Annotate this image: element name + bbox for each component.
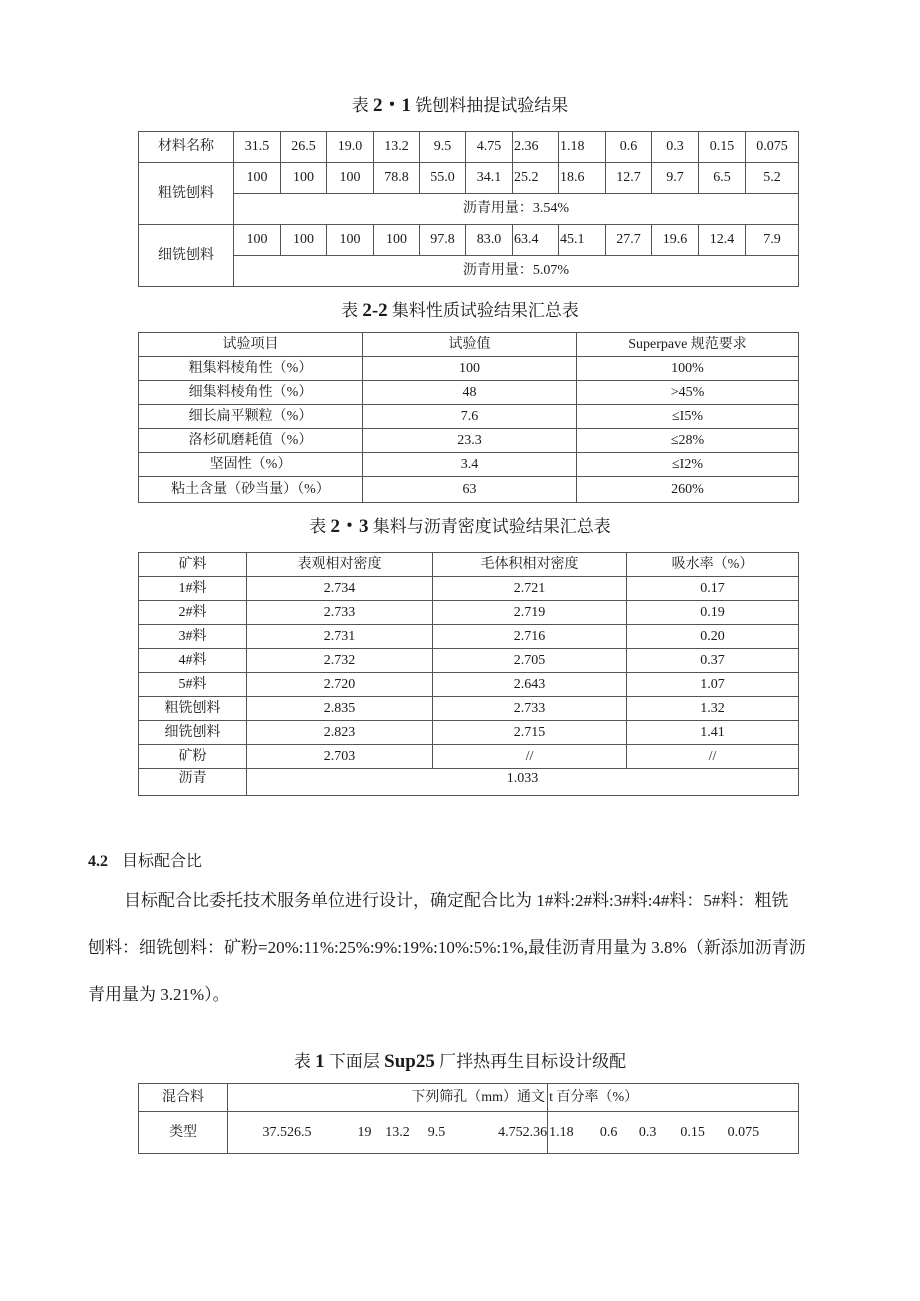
caption-prefix: 表 bbox=[351, 96, 369, 115]
table-2-1-caption bbox=[0, 95, 920, 117]
spec-requirement: >45% bbox=[577, 381, 799, 405]
caption-text: 集料与沥青密度试验结果汇总表 bbox=[372, 517, 611, 536]
sieve-cell: 26.5 bbox=[281, 132, 327, 163]
column-header: 试验项目 bbox=[139, 333, 363, 357]
test-value: 100 bbox=[363, 357, 577, 381]
type-label: 类型 bbox=[139, 1112, 228, 1154]
absorption: 1.32 bbox=[627, 697, 799, 721]
absorption: // bbox=[627, 745, 799, 769]
test-value: 63 bbox=[363, 477, 577, 503]
header-row bbox=[139, 333, 799, 357]
table-2-2-caption bbox=[0, 300, 920, 322]
value-cell: 100 bbox=[234, 225, 281, 256]
asphalt-row bbox=[139, 769, 799, 796]
value-cell: 18.6 bbox=[559, 163, 606, 194]
value-cell: 9.7 bbox=[652, 163, 699, 194]
value-cell: 63.4 bbox=[513, 225, 559, 256]
column-header: Superpave 规范要求 bbox=[577, 333, 799, 357]
sieve-cell: 2.36 bbox=[513, 132, 559, 163]
paragraph-text: 刨料：细铣刨料：矿粉=20%:11%:25%:9%:19%:10%:5%:1%,最佳沥青用量为 3.8%（新添加沥青沥 bbox=[88, 938, 806, 957]
mix-label: 混合料 bbox=[139, 1084, 228, 1112]
absorption: 0.20 bbox=[627, 625, 799, 649]
sieve-size: 0.6 bbox=[590, 1112, 628, 1154]
caption-prefix: 表 bbox=[309, 517, 327, 536]
test-value: 23.3 bbox=[363, 429, 577, 453]
test-value: 3.4 bbox=[363, 453, 577, 477]
sieve-cell: 0.6 bbox=[606, 132, 652, 163]
test-item: 细集料棱角性（%） bbox=[139, 381, 363, 405]
table-row bbox=[139, 429, 799, 453]
sieve-cell: 1.18 bbox=[559, 132, 606, 163]
value-cell: 78.8 bbox=[374, 163, 420, 194]
column-header: 毛体积相对密度 bbox=[433, 553, 627, 577]
caption-number: 1 bbox=[315, 1051, 325, 1072]
paragraph-text: 青用量为 3.21%）。 bbox=[88, 985, 230, 1004]
asphalt-row bbox=[139, 256, 799, 287]
sieve-header-left: 下列筛孔（mm）通文 bbox=[228, 1084, 548, 1112]
value-cell: 25.2 bbox=[513, 163, 559, 194]
column-header: 试验值 bbox=[363, 333, 577, 357]
material-name: 粗铣刨料 bbox=[139, 163, 234, 225]
sieve-cell: 31.5 bbox=[234, 132, 281, 163]
table-row bbox=[139, 405, 799, 429]
bulk-density: 2.733 bbox=[433, 697, 627, 721]
apparent-density: 2.732 bbox=[247, 649, 433, 673]
material-name: 3#料 bbox=[139, 625, 247, 649]
sieve-size: 37.526.5 bbox=[228, 1112, 312, 1154]
table-row bbox=[139, 673, 799, 697]
sieve-size: 1.18 bbox=[548, 1112, 590, 1154]
table-row bbox=[139, 225, 799, 256]
spec-requirement: ≤28% bbox=[577, 429, 799, 453]
sieve-size: 9.5 bbox=[418, 1112, 456, 1154]
value-cell: 12.4 bbox=[699, 225, 746, 256]
value-cell: 97.8 bbox=[420, 225, 466, 256]
sieve-cell: 9.5 bbox=[420, 132, 466, 163]
paragraph-line bbox=[88, 924, 812, 971]
sieve-size: 0.3 bbox=[628, 1112, 668, 1154]
test-item: 粗集料棱角性（%） bbox=[139, 357, 363, 381]
test-item: 粘土含量（砂当量）（%） bbox=[139, 477, 363, 503]
table-row bbox=[139, 163, 799, 194]
material-name: 沥青 bbox=[139, 769, 247, 796]
header-label: 材料名称 bbox=[139, 132, 234, 163]
table-2-3-caption bbox=[0, 516, 920, 538]
table-2-1 bbox=[138, 131, 799, 287]
sieve-size: 0.075 bbox=[718, 1112, 799, 1154]
table-row bbox=[139, 1112, 799, 1154]
value-cell: 100 bbox=[234, 163, 281, 194]
table-2-3 bbox=[138, 552, 799, 796]
bulk-density: 2.721 bbox=[433, 577, 627, 601]
caption-text: 铣刨料抽提试验结果 bbox=[415, 96, 569, 115]
table-row bbox=[139, 721, 799, 745]
table-row bbox=[139, 649, 799, 673]
caption-mid: 下面层 bbox=[328, 1052, 380, 1071]
material-name: 5#料 bbox=[139, 673, 247, 697]
section-heading bbox=[88, 848, 202, 871]
paragraph-text: 目标配合比委托技术服务单位进行设计，确定配合比为 1#料:2#料:3#料:4#料：5#料：粗铣 bbox=[124, 891, 789, 910]
test-item: 细长扁平颗粒（%） bbox=[139, 405, 363, 429]
asphalt-content: 沥青用量：3.54% bbox=[234, 194, 799, 225]
asphalt-density: 1.033 bbox=[247, 769, 799, 796]
caption-number: 2・1 bbox=[372, 95, 411, 116]
table-row bbox=[139, 357, 799, 381]
value-cell: 45.1 bbox=[559, 225, 606, 256]
paragraph-line bbox=[88, 877, 812, 924]
table-row bbox=[139, 625, 799, 649]
value-cell: 100 bbox=[281, 163, 327, 194]
material-name: 粗铣刨料 bbox=[139, 697, 247, 721]
value-cell: 19.6 bbox=[652, 225, 699, 256]
material-name: 细铣刨料 bbox=[139, 721, 247, 745]
value-cell: 100 bbox=[327, 225, 374, 256]
caption-prefix: 表 bbox=[341, 301, 359, 320]
absorption: 1.41 bbox=[627, 721, 799, 745]
sieve-cell: 0.15 bbox=[699, 132, 746, 163]
value-cell: 100 bbox=[281, 225, 327, 256]
column-header: 矿料 bbox=[139, 553, 247, 577]
bulk-density: 2.715 bbox=[433, 721, 627, 745]
test-item: 洛杉矶磨耗值（%） bbox=[139, 429, 363, 453]
asphalt-row bbox=[139, 194, 799, 225]
caption-number: 2・3 bbox=[330, 516, 369, 537]
apparent-density: 2.823 bbox=[247, 721, 433, 745]
bulk-density: // bbox=[433, 745, 627, 769]
header-row bbox=[139, 553, 799, 577]
material-name: 4#料 bbox=[139, 649, 247, 673]
material-name: 矿粉 bbox=[139, 745, 247, 769]
table-row bbox=[139, 697, 799, 721]
column-header: 吸水率（%） bbox=[627, 553, 799, 577]
material-name: 1#料 bbox=[139, 577, 247, 601]
caption-bold: Sup25 bbox=[384, 1051, 435, 1072]
test-item: 坚固性（%） bbox=[139, 453, 363, 477]
header-row bbox=[139, 132, 799, 163]
caption-text: 厂拌热再生目标设计级配 bbox=[439, 1052, 627, 1071]
value-cell: 27.7 bbox=[606, 225, 652, 256]
header-row bbox=[139, 1084, 799, 1112]
caption-text: 集料性质试验结果汇总表 bbox=[391, 301, 579, 320]
apparent-density: 2.734 bbox=[247, 577, 433, 601]
section-title: 目标配合比 bbox=[122, 853, 203, 870]
value-cell: 6.5 bbox=[699, 163, 746, 194]
table-row bbox=[139, 601, 799, 625]
table-2-2 bbox=[138, 332, 799, 503]
table-row bbox=[139, 577, 799, 601]
asphalt-content: 沥青用量：5.07% bbox=[234, 256, 799, 287]
column-header: 表观相对密度 bbox=[247, 553, 433, 577]
sieve-size: 19 bbox=[312, 1112, 378, 1154]
test-value: 48 bbox=[363, 381, 577, 405]
sieve-size: 4.752.36 bbox=[456, 1112, 548, 1154]
apparent-density: 2.731 bbox=[247, 625, 433, 649]
table-1 bbox=[138, 1083, 799, 1154]
caption-number: 2-2 bbox=[362, 300, 388, 321]
value-cell: 83.0 bbox=[466, 225, 513, 256]
spec-requirement: 260% bbox=[577, 477, 799, 503]
table-row bbox=[139, 745, 799, 769]
bulk-density: 2.719 bbox=[433, 601, 627, 625]
apparent-density: 2.703 bbox=[247, 745, 433, 769]
material-name: 细铣刨料 bbox=[139, 225, 234, 287]
value-cell: 7.9 bbox=[746, 225, 799, 256]
apparent-density: 2.720 bbox=[247, 673, 433, 697]
section-paragraph bbox=[88, 877, 812, 1018]
sieve-size: 13.2 bbox=[378, 1112, 418, 1154]
absorption: 0.37 bbox=[627, 649, 799, 673]
bulk-density: 2.643 bbox=[433, 673, 627, 697]
sieve-cell: 0.075 bbox=[746, 132, 799, 163]
sieve-cell: 0.3 bbox=[652, 132, 699, 163]
section-number: 4.2 bbox=[88, 853, 108, 870]
table-1-caption bbox=[0, 1051, 920, 1073]
absorption: 1.07 bbox=[627, 673, 799, 697]
sieve-size: 0.15 bbox=[668, 1112, 718, 1154]
value-cell: 12.7 bbox=[606, 163, 652, 194]
value-cell: 34.1 bbox=[466, 163, 513, 194]
bulk-density: 2.705 bbox=[433, 649, 627, 673]
absorption: 0.19 bbox=[627, 601, 799, 625]
absorption: 0.17 bbox=[627, 577, 799, 601]
apparent-density: 2.733 bbox=[247, 601, 433, 625]
table-row bbox=[139, 453, 799, 477]
apparent-density: 2.835 bbox=[247, 697, 433, 721]
caption-prefix: 表 bbox=[293, 1052, 311, 1071]
test-value: 7.6 bbox=[363, 405, 577, 429]
table-row bbox=[139, 381, 799, 405]
spec-requirement: ≤I2% bbox=[577, 453, 799, 477]
bulk-density: 2.716 bbox=[433, 625, 627, 649]
value-cell: 5.2 bbox=[746, 163, 799, 194]
value-cell: 55.0 bbox=[420, 163, 466, 194]
value-cell: 100 bbox=[374, 225, 420, 256]
value-cell: 100 bbox=[327, 163, 374, 194]
spec-requirement: ≤I5% bbox=[577, 405, 799, 429]
material-name: 2#料 bbox=[139, 601, 247, 625]
sieve-cell: 13.2 bbox=[374, 132, 420, 163]
table-row bbox=[139, 477, 799, 503]
paragraph-line bbox=[88, 971, 812, 1018]
sieve-header-right: t 百分率（%） bbox=[548, 1084, 799, 1112]
spec-requirement: 100% bbox=[577, 357, 799, 381]
sieve-cell: 19.0 bbox=[327, 132, 374, 163]
sieve-cell: 4.75 bbox=[466, 132, 513, 163]
